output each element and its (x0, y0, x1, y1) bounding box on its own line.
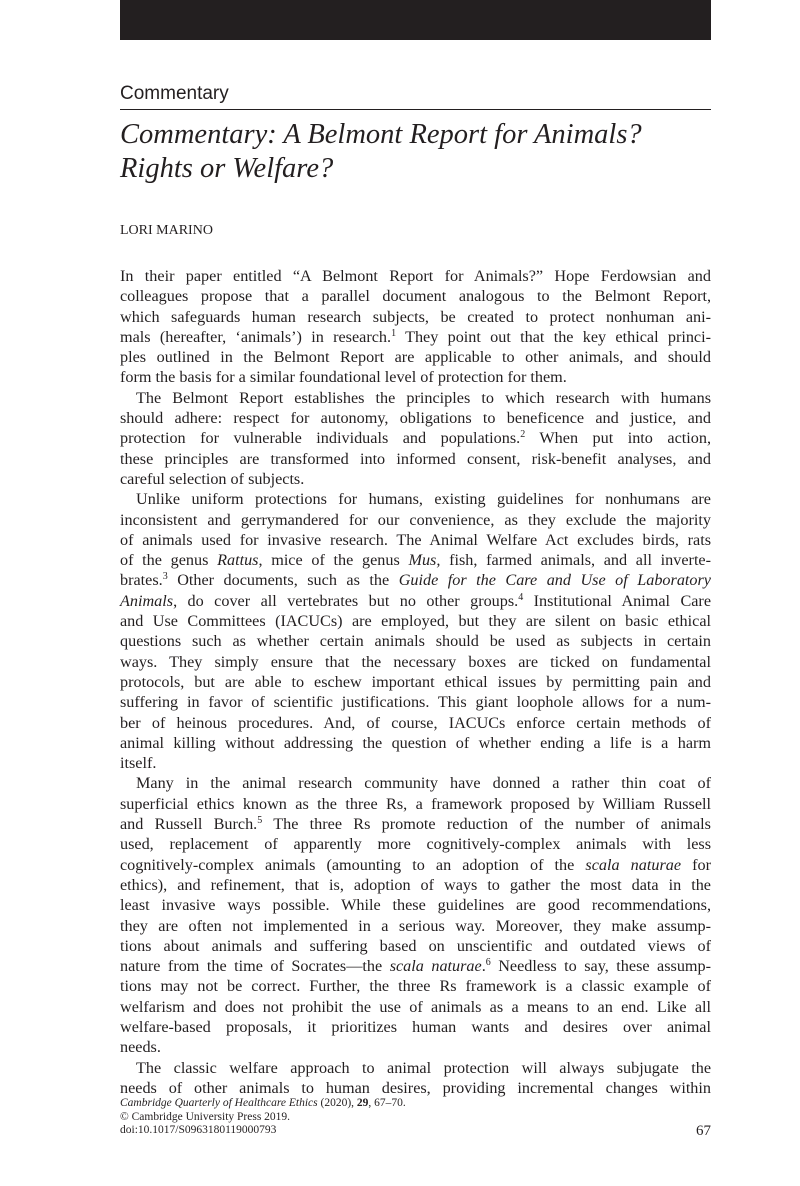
footnote-ref-5[interactable]: 5 (257, 815, 263, 827)
text-line: of the genus Rattus, mice of the genus Mus, fish, farmed animals, and all inverte- (120, 551, 712, 570)
text-line: inconsistent and gerrymandered for our convenience, as they exclude the majority (120, 510, 711, 529)
text-line: superficial ethics known as the three Rs, a framework proposed by William Russell (120, 794, 711, 813)
paragraph-5 (120, 1058, 711, 1099)
citation-footer (120, 1097, 711, 1138)
text-line: suffering in favor of scientific justifications. This giant loophole allows for a num- (120, 693, 711, 712)
text-line: Many in the animal research community have donned a rather thin coat of (136, 774, 711, 793)
text-line: welfare-based proposals, it prioritizes human wants and desires over animal (120, 1017, 711, 1036)
text-line: and Russell Burch.$^5$ The three Rs promote reduction of the number of animals (120, 815, 711, 834)
paragraph-4 (120, 773, 711, 1057)
text-line: questions such as whether certain animals should be used as subjects in certain (120, 632, 711, 651)
text-line: should adhere: respect for autonomy, obligations to beneficence and justice, and (120, 409, 711, 428)
page-number: 67 (696, 1123, 711, 1139)
text-line: these principles are transformed into informed consent, risk-benefit analyses, and (120, 449, 711, 468)
footnote-ref-3[interactable]: 3 (162, 571, 168, 583)
text-line: protection for vulnerable individuals and populations.$^2$ When put into action, (120, 429, 711, 448)
text-line: needs of other animals to human desires, providing incremental changes within (120, 1078, 711, 1097)
text-line: The Belmont Report establishes the principles to which research with humans (136, 388, 711, 407)
text-line: The classic welfare approach to animal protection will always subjugate the (136, 1058, 711, 1077)
text-line: ethics), and refinement, that is, adoption of ways to gather the most data in the (120, 875, 711, 894)
footnote-ref-1[interactable]: 1 (391, 327, 397, 339)
text-line: least invasive ways possible. While these guidelines are good recommendations, (120, 896, 711, 915)
text-line: Animals, do cover all vertebrates but no other groups.$^4$ Institutional Animal Care (120, 591, 712, 610)
text-line: itself. (120, 754, 157, 773)
paragraph-2 (120, 388, 711, 489)
text-line: tions about animals and suffering based on unscientific and outdated views of (120, 936, 711, 955)
footnote-ref-6[interactable]: 6 (485, 957, 491, 969)
text-line: animal killing without addressing the question of whether ending a life is a harm (120, 733, 711, 752)
text-line: ber of heinous procedures. And, of course, IACUCs enforce certain methods of (120, 713, 711, 732)
journal-name: Cambridge Quarterly of Healthcare Ethics (120, 1097, 318, 1109)
text-line: careful selection of subjects. (120, 469, 305, 488)
article-title (120, 118, 711, 186)
header-black-bar (120, 0, 711, 40)
text-line: mals (hereafter, ‘animals’) in research.$^1$ They point out that the key ethical princi- (120, 327, 711, 346)
text-line: form the basis for a similar foundational level of protection for them. (120, 368, 567, 387)
text-line: which safeguards human research subjects, be created to protect nonhuman ani- (120, 307, 711, 326)
text-line: and Use Committees (IACUCs) are employed, but they are silent on basic ethical (120, 612, 711, 631)
copyright-line: © Cambridge University Press 2019. (120, 1110, 291, 1123)
footnote-ref-2[interactable]: 2 (520, 429, 526, 441)
text-line: tions may not be correct. Further, the three Rs framework is a classic example of (120, 977, 711, 996)
article-body (120, 266, 711, 1098)
text-line: nature from the time of Socrates—the scala naturae.$^6$ Needless to say, these assump- (120, 957, 712, 976)
text-line: ples outlined in the Belmont Report are applicable to other animals, and should (120, 348, 711, 367)
article-title-line2: Rights or Welfare? (120, 153, 334, 184)
text-line: they are often not implemented in a serious way. Moreover, they make assump- (120, 916, 711, 935)
text-line: protocols, but are able to eschew important ethical issues by permitting pain and (120, 672, 711, 691)
text-line: In their paper entitled “A Belmont Report for Animals?” Hope Ferdowsian and (120, 267, 711, 285)
doi-link[interactable]: doi:10.1017/S0963180119000793 (120, 1124, 277, 1136)
text-line: brates.$^3$ Other documents, such as the Guide for the Care and Use of Laboratory (120, 571, 711, 590)
article-title-line1: Commentary: A Belmont Report for Animals? (120, 119, 642, 150)
text-line: ways. They simply ensure that the necessary boxes are ticked on fundamental (120, 652, 711, 671)
text-line: colleagues propose that a parallel document analogous to the Belmont Report, (120, 287, 711, 306)
text-line: needs. (120, 1038, 161, 1057)
footnote-ref-4[interactable]: 4 (518, 591, 524, 603)
section-divider (120, 109, 711, 110)
section-label: Commentary (120, 83, 229, 104)
text-line: used, replacement of apparently more cognitively-complex animals with less (120, 835, 711, 854)
text-line: of animals used for invasive research. The Animal Welfare Act excludes birds, rats (120, 530, 711, 549)
text-line: cognitively-complex animals (amounting to an adoption of the scala naturae for (120, 855, 712, 874)
text-line: Unlike uniform protections for humans, existing guidelines for nonhumans are (136, 490, 711, 509)
text-line: welfarism and does not prohibit the use of animals as a means to an end. Like all (120, 997, 711, 1016)
paragraph-1 (120, 266, 711, 388)
volume-number: 29 (356, 1097, 369, 1109)
paragraph-3 (120, 489, 711, 773)
journal-citation: Cambridge Quarterly of Healthcare Ethics (2020), 29, 67–70. (120, 1097, 406, 1109)
author-name: LORI MARINO (120, 223, 213, 238)
